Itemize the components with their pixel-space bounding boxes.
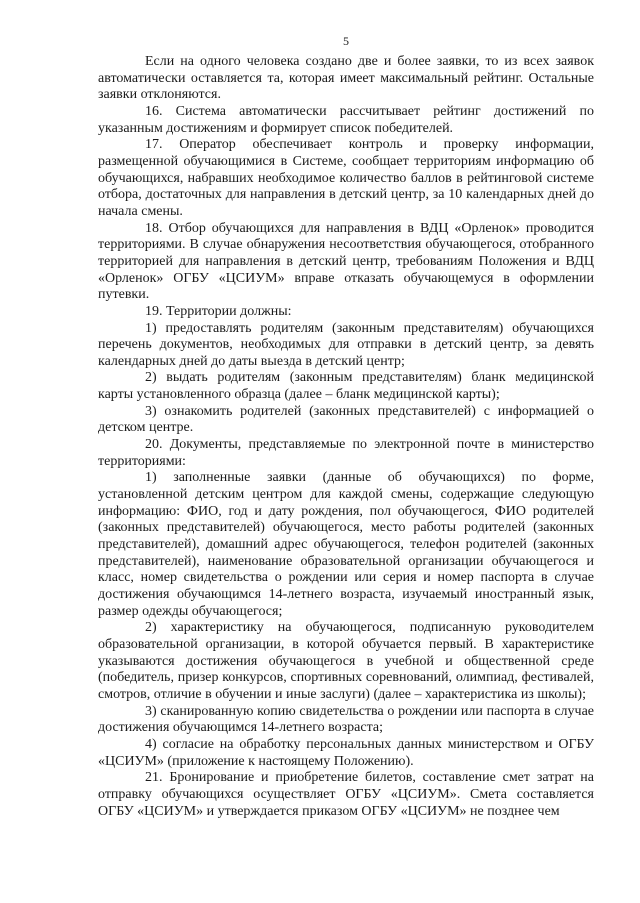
paragraph-20-2: 2) характеристику на обучающегося, подписанную руководителем образовательной организации, в которой обучается первый. В характеристике указываются достижения обучающегося в учебной и общественной среде (победитель, призер конкурсов, спортивных соревнований, олимпиад, фестивалей, смотров, отличие в обучении и иные заслуги) (далее – характеристика из школы);	[98, 620, 594, 702]
paragraph-19-3: 3) ознакомить родителей (законных представителей) с информацией о детском центре.	[98, 403, 594, 436]
paragraph-21: 21. Бронирование и приобретение билетов, составление смет затрат на отправку обучающихся осуществляет ОГБУ «ЦСИУМ». Смета составляется ОГБУ «ЦСИУМ» и утверждается приказом ОГБУ «ЦСИУМ» не позднее чем	[98, 770, 594, 819]
paragraph-20-4: 4) согласие на обработку персональных данных министерством и ОГБУ «ЦСИУМ» (приложение к настоящему Положению).	[98, 736, 594, 769]
page-number: 5	[343, 34, 349, 48]
document-page	[98, 34, 594, 820]
paragraph-19: 19. Территории должны:	[145, 303, 292, 319]
paragraph-20-3: 3) сканированную копию свидетельства о рождении или паспорта в случае достижения обучающимся 14-летнего возраста;	[98, 703, 594, 736]
paragraph-20: 20. Документы, представляемые по электронной почте в министерство территориями:	[98, 437, 594, 469]
paragraph-18: 18. Отбор обучающихся для направления в ВДЦ «Орленок» проводится территориями. В случае обнаружения несоответствия обучающегося, отобранного территорией для направления в детский центр, требованиям Положения и ВДЦ «Орленок» ОГБУ «ЦСИУМ» вправе отказать обучающемуся в оформлении путевки.	[98, 220, 594, 303]
paragraph-19-1: 1) предоставлять родителям (законным представителям) обучающихся перечень документов, необходимых для отправки в детский центр, за девять календарных дней до даты выезда в детский центр;	[98, 320, 594, 369]
paragraph-16: 16. Система автоматически рассчитывает рейтинг достижений по указанным достижениям и формирует список победителей.	[98, 103, 594, 136]
paragraph-19-2: 2) выдать родителям (законным представителям) бланк медицинской карты установленного образца (далее – бланк медицинской карты);	[98, 370, 594, 403]
paragraph-17: 17. Оператор обеспечивает контроль и проверку информации, размещенной обучающимися в Системе, сообщает территориям информацию об обучающихся, набравших необходимое количество баллов в рейтинговой системе отбора, достаточных для направления в детский центр, за 10 календарных дней до начала смены.	[98, 137, 594, 219]
paragraph-20-1: 1) заполненные заявки (данные об обучающихся) по форме, установленной детским центром для каждой смены, содержащие следующую информацию: ФИО, год и дату рождения, пол обучающегося, ФИО родителей (законных представителей) обучающегося, место работы родителей (законных представителей), домашний адрес обучающегося, телефон родителей (законных представителей), наименование образовательной организации обучающегося и класс, номер свидетельства о рождении или серия и номер паспорта в случае достижения обучающимся 14-летнего возраста, изучаемый иностранный язык, размер одежды обучающегося;	[98, 470, 594, 619]
paragraph-0: Если на одного человека создано две и более заявки, то из всех заявок автоматически оставляется та, которая имеет максимальный рейтинг. Остальные заявки отклоняются.	[98, 54, 594, 103]
